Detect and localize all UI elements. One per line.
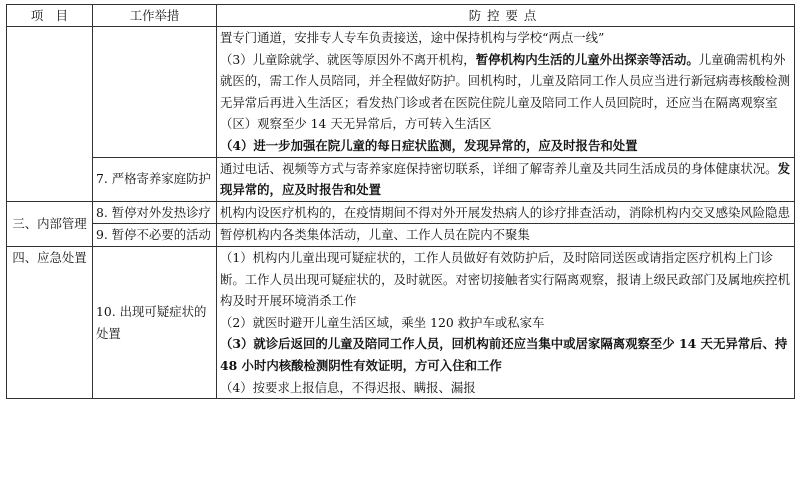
- measure-cell: 8. 暂停对外发热诊疗: [93, 201, 217, 224]
- header-key-points: 防控要点: [217, 5, 795, 27]
- measure-cell: 10. 出现可疑症状的处置: [93, 246, 217, 398]
- table-header-row: [7, 5, 795, 27]
- measure-cell: 7. 严格寄养家庭防护: [93, 157, 217, 201]
- header-measure: 工作举措: [93, 5, 217, 27]
- key-points-cell: [217, 246, 795, 398]
- key-points-cell: [217, 27, 795, 158]
- table-row: [7, 201, 795, 224]
- text-span: 通过电话、视频等方式与寄养家庭保持密切联系，详细了解寄养儿童及共同生活成员的身体健康状况。: [220, 160, 778, 176]
- header-item: 项 目: [7, 5, 93, 27]
- table-row: [7, 246, 795, 398]
- text-span-bold: 发现异常的，应及时报告和处置: [220, 160, 790, 198]
- key-points-cell: 机构内设医疗机构的，在疫情期间不得对外开展发热病人的诊疗排查活动，消除机构内交叉感染风险隐患: [217, 201, 795, 224]
- measure-cell-empty: [93, 27, 217, 158]
- text-span: 儿童确需机构外就医的，需工作人员陪同，并全程做好防护。回机构时，儿童及陪同工作人员应当进行新冠病毒核酸检测无异常后再进入生活区；看发热门诊或者在医院住院儿童及陪同工作人员回院时，还应当在隔离观察室（区）观察至少 14 天无异常后，方可转入生活区: [220, 51, 790, 132]
- text-line: 置专门通道，安排专人专车负责接送，途中保持机构与学校“两点一线”: [220, 30, 605, 45]
- section-label: 四、应急处置: [7, 246, 93, 398]
- table-row: [7, 224, 795, 247]
- text-span: （3）儿童除就学、就医等原因外不离开机构，: [220, 51, 476, 67]
- key-points-cell: 暂停机构内各类集体活动，儿童、工作人员在院内不聚集: [217, 224, 795, 247]
- measure-cell: 9. 暂停不必要的活动: [93, 224, 217, 247]
- table-row: [7, 157, 795, 201]
- text-line: [220, 49, 791, 135]
- text-line: （1）机构内儿童出现可疑症状的，工作人员做好有效防护后，及时陪同送医或请指定医疗机构上门诊断。工作人员出现可疑症状的，及时就医。对密切接触者实行隔离观察，报请上级民政部门及属地疾控机构及时开展环境消杀工作: [220, 249, 790, 309]
- table-row: [7, 27, 795, 158]
- key-points-cell: [217, 157, 795, 201]
- text-line-bold: （4）进一步加强在院儿童的每日症状监测，发现异常的，应及时报告和处置: [220, 137, 638, 153]
- text-span-bold: 暂停机构内生活的儿童外出探亲等活动。: [475, 51, 699, 67]
- text-line: （4）按要求上报信息，不得迟报、瞒报、漏报: [220, 379, 476, 395]
- text-line-bold: （3）就诊后返回的儿童及陪同工作人员，回机构前还应当集中或居家隔离观察至少 14 天无异常后、持 48 小时内核酸检测阴性有效证明，方可入住和工作: [220, 336, 788, 373]
- section-label: 三、内部管理: [7, 201, 93, 246]
- text-line: （2）就医时避开儿童生活区域，乘坐 120 救护车或私家车: [220, 314, 545, 330]
- item-cell-empty: [7, 27, 93, 202]
- prevention-table: [6, 4, 795, 399]
